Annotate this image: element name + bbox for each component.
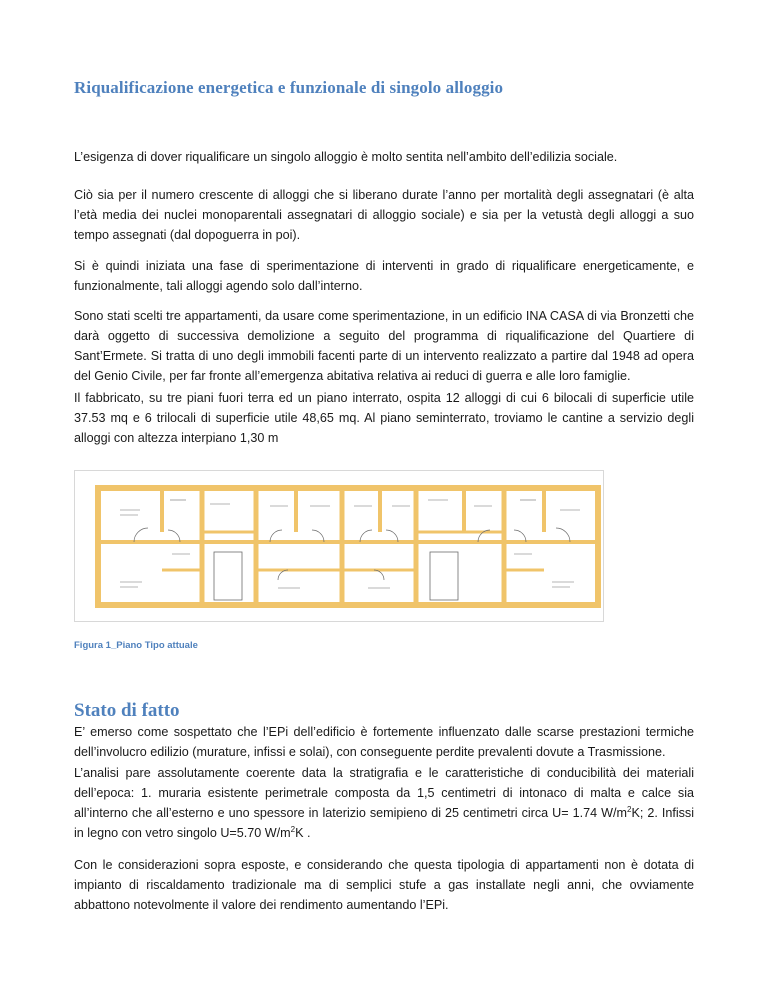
floor-plan-figure xyxy=(74,470,604,622)
stato-paragraph-2-part-a: L’analisi pare assolutamente coerente data la stratigrafia e le caratteristiche di conducibilità dei materiali dell’epoca: 1. muraria esistente perimetrale composta da 1,5 centimetri di intonaco di malta e calce sia all’interno che all’esterno e uno spessore in laterizio semipieno di 25 centimetri circa U= 1.74 W/m xyxy=(74,766,694,820)
document-title: Riqualificazione energetica e funzionale di singolo alloggio xyxy=(74,78,504,97)
stato-paragraph-2 xyxy=(74,763,694,843)
superscript-squared: 2 xyxy=(290,824,296,834)
intro-paragraph-2: Ciò sia per il numero crescente di alloggi che si liberano durate l’anno per mortalità degli assegnatari (è alta l’età media dei nuclei monoparentali assegnatari di alloggio sociale) e sia per la vetustà degli alloggi a suo tempo assegnati (dal dopoguerra in poi). xyxy=(74,188,694,242)
intro-paragraph-4: Sono stati scelti tre appartamenti, da usare come sperimentazione, in un edificio INA CASA di via Bronzetti che darà oggetto di successiva demolizione a seguito del programma di riqualificazione del Quartiere di Sant’Ermete. Si tratta di uno degli immobili facenti parte di un intervento realizzato a partire dal 1948 ad opera del Genio Civile, per far fronte all’emergenza abitativa relativa ai reduci di guerra e alle loro famiglie. xyxy=(74,309,694,383)
intro-paragraph-5: Il fabbricato, su tre piani fuori terra ed un piano interrato, ospita 12 alloggi di cui 6 bilocali di superficie utile 37.53 mq e 6 trilocali di superficie utile 48,65 mq. Al piano seminterrato, troviamo le cantine a servizio degli alloggi con altezza interpiano 1,30 m xyxy=(74,391,694,445)
intro-paragraph-1: L’esigenza di dover riqualificare un singolo alloggio è molto sentita nell’ambito dell’edilizia sociale. xyxy=(74,150,618,164)
superscript-squared: 2 xyxy=(626,804,632,814)
section-heading-stato-di-fatto: Stato di fatto xyxy=(74,700,180,721)
stato-paragraph-1: E’ emerso come sospettato che l’EPi dell’edificio è fortemente influenzato dalle scarse prestazioni termiche dell’involucro edilizio (murature, infissi e solai), con conseguente perdite prevalenti dovute a Trasmissione. xyxy=(74,725,694,759)
stato-paragraph-3: Con le considerazioni sopra esposte, e considerando che questa tipologia di appartamenti non è dotata di impianto di riscaldamento tradizionale ma di semplici stufe a gas installate negli anni, che ovviamente abbattono notevolmente il valore dei rendimento aumentando l’EPi. xyxy=(74,858,694,912)
floor-plan-drawing xyxy=(74,470,604,622)
stato-paragraph-2-part-b: K; 2. Infissi in legno con vetro singolo U=5.70 W/m xyxy=(74,806,695,840)
figure-caption: Figura 1_Piano Tipo attuale xyxy=(74,640,198,651)
stato-paragraph-2-part-c: K . xyxy=(295,826,311,840)
intro-paragraph-3: Si è quindi iniziata una fase di sperimentazione di interventi in grado di riqualificare energeticamente, e funzionalmente, tali alloggi agendo solo dall’interno. xyxy=(74,259,694,293)
